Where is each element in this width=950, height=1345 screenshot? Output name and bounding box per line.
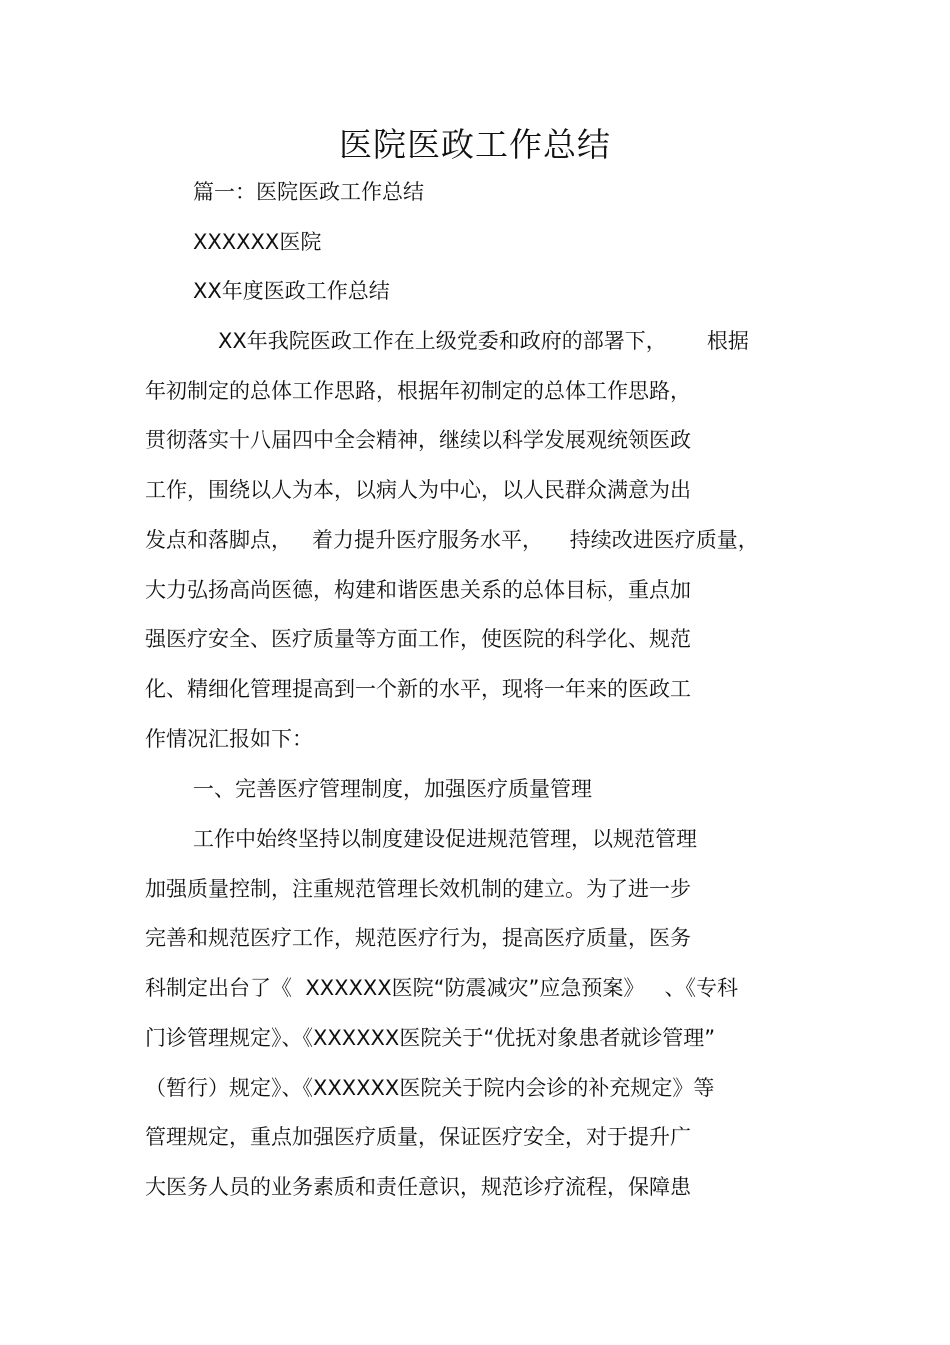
text-line: 作情况汇报如下： [145, 727, 313, 751]
text-line: 管理规定，重点加强医疗质量，保证医疗安全，对于提升广 [145, 1125, 691, 1149]
text-line: 大力弘扬高尚医德，构建和谐医患关系的总体目标，重点加 [145, 578, 691, 602]
text-line: XX年我院医政工作在上级党委和政府的部署下， 根据 [218, 329, 749, 353]
section-heading: 一、完善医疗管理制度，加强医疗质量管理 [193, 777, 592, 801]
text-line: 贯彻落实十八届四中全会精神，继续以科学发展观统领医政 [145, 428, 691, 452]
document-title: 医院医政工作总结 [339, 125, 611, 164]
text-line: 加强质量控制，注重规范管理长效机制的建立。为了进一步 [145, 877, 691, 901]
text-line: 完善和规范医疗工作，规范医疗行为，提高医疗质量，医务 [145, 926, 691, 950]
text-line: 篇一：医院医政工作总结 [193, 180, 424, 204]
text-line: （暂行）规定》、《XXXXXX医院关于院内会诊的补充规定》等 [145, 1076, 715, 1100]
text-line: XX年度医政工作总结 [193, 279, 390, 303]
text-line: 门诊管理规定》、《XXXXXX医院关于“优抚对象患者就诊管理” [145, 1026, 716, 1050]
text-line: 发点和落脚点， 着力提升医疗服务水平， 持续改进医疗质量， [145, 528, 759, 552]
text-line: XXXXXX医院 [193, 230, 322, 254]
text-line: 化、精细化管理提高到一个新的水平，现将一年来的医政工 [145, 677, 691, 701]
text-line: 工作，围绕以人为本，以病人为中心，以人民群众满意为出 [145, 478, 691, 502]
text-line: 工作中始终坚持以制度建设促进规范管理，以规范管理 [193, 827, 697, 851]
text-line: 科制定出台了《 XXXXXX医院“防震减灾”应急预案》 、《专科 [145, 976, 738, 1000]
text-line: 年初制定的总体工作思路，根据年初制定的总体工作思路， [145, 379, 691, 403]
text-line: 强医疗安全、医疗质量等方面工作，使医院的科学化、规范 [145, 627, 691, 651]
text-line: 大医务人员的业务素质和责任意识，规范诊疗流程，保障患 [145, 1175, 691, 1199]
